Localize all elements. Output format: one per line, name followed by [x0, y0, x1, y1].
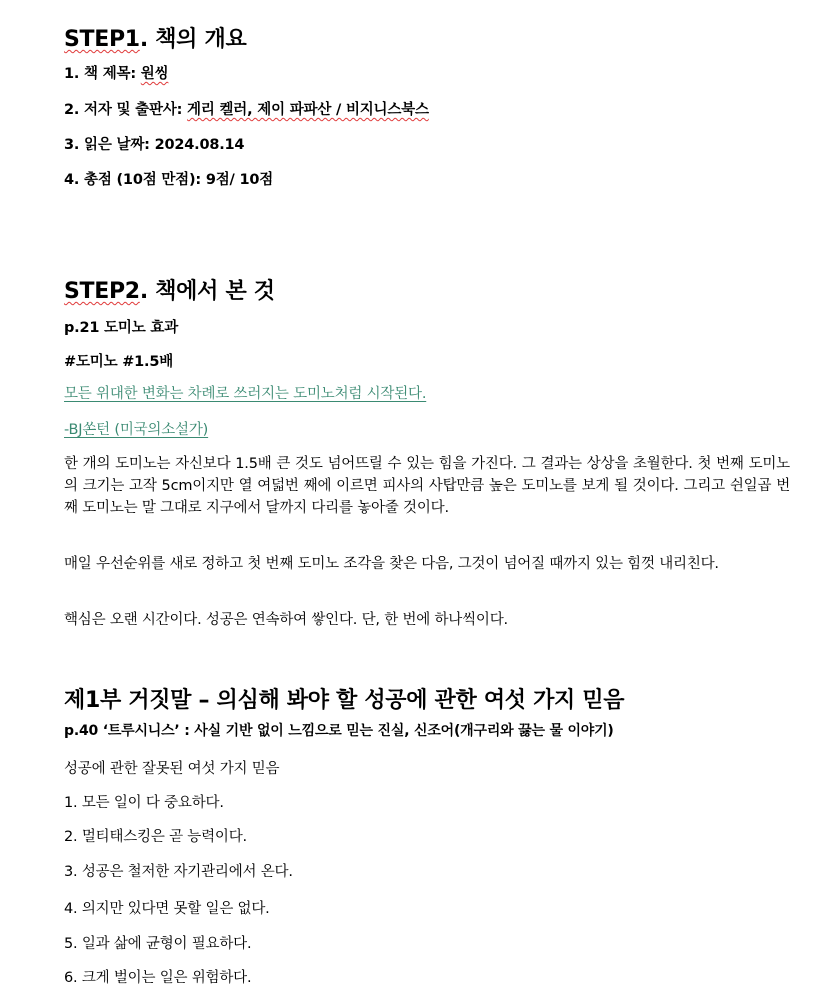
step2-heading-text: . 책에서 본 것 [139, 279, 275, 304]
item-label: 3. 읽은 날짜: [64, 137, 155, 153]
core-paragraph: 핵심은 오랜 시간이다. 성공은 연속하여 쌓인다. 단, 한 번에 하나씩이다. [64, 612, 508, 628]
item-value: 9점/ 10점 [205, 172, 274, 188]
list-item: 2. 멀티태스킹은 곧 능력이다. [64, 829, 247, 845]
step1-item-author [64, 98, 429, 119]
part1-page-ref: p.40 ‘트루시니스’ : 사실 기반 없이 느낌으로 믿는 진실, 신조어(개구리와 끓는 물 이야기) [64, 723, 614, 739]
list-item: 4. 의지만 있다면 못할 일은 없다. [64, 901, 270, 917]
item-value: 원씽 [140, 66, 169, 82]
step1-item-score [64, 168, 273, 189]
part1-heading: 제1부 거짓말 – 의심해 봐야 할 성공에 관한 여섯 가지 믿음 [64, 688, 625, 713]
priority-paragraph: 매일 우선순위를 새로 정하고 첫 번째 도미노 조각을 찾은 다음, 그것이 넘어질 때까지 있는 힘껏 내리친다. [64, 556, 719, 572]
domino-paragraph: 한 개의 도미노는 자신보다 1.5배 큰 것도 넘어뜨릴 수 있는 힘을 가진다. 그 결과는 상상을 초월한다. 첫 번째 도미노의 크기는 고작 5cm이지만 열 여덟번 째에 이르면 피사의 사탑만큼 높은 도미노를 보게 될 것이다. 그리고 쉰일곱 번째 도미노는 말 그대로 지구에서 달까지 다리를 놓아줄 것이다. [64, 456, 790, 516]
item-value: 2024.08.14 [154, 137, 245, 153]
step1-heading [64, 22, 246, 53]
list-item: 1. 모든 일이 다 중요하다. [64, 795, 224, 811]
list-item: 6. 크게 벌이는 일은 위험하다. [64, 970, 252, 986]
quote-author: -BJ쏜턴 (미국의소설가) [64, 422, 209, 438]
list-item: 5. 일과 삶에 균형이 필요하다. [64, 936, 252, 952]
list-item: 3. 성공은 철저한 자기관리에서 온다. [64, 864, 293, 880]
step2-page-ref: p.21 도미노 효과 [64, 320, 178, 336]
item-label: 1. 책 제목: [64, 66, 141, 82]
step1-heading-text: . 책의 개요 [139, 27, 247, 52]
step1-item-date [64, 133, 244, 154]
part1-intro: 성공에 관한 잘못된 여섯 가지 믿음 [64, 761, 280, 777]
step2-heading-code: STEP2 [64, 279, 140, 304]
item-value: 게리 켈러, 제이 파파산 / 비지니스북스 [187, 102, 429, 118]
step1-item-title [64, 62, 168, 83]
item-label: 2. 저자 및 출판사: [64, 102, 188, 118]
step2-tags: #도미노 #1.5배 [64, 354, 174, 370]
item-label: 4. 총점 (10점 만점): [64, 172, 206, 188]
step1-heading-code: STEP1 [64, 27, 140, 52]
step2-heading [64, 274, 275, 305]
quote-text: 모든 위대한 변화는 차례로 쓰러지는 도미노처럼 시작된다. [64, 386, 427, 402]
